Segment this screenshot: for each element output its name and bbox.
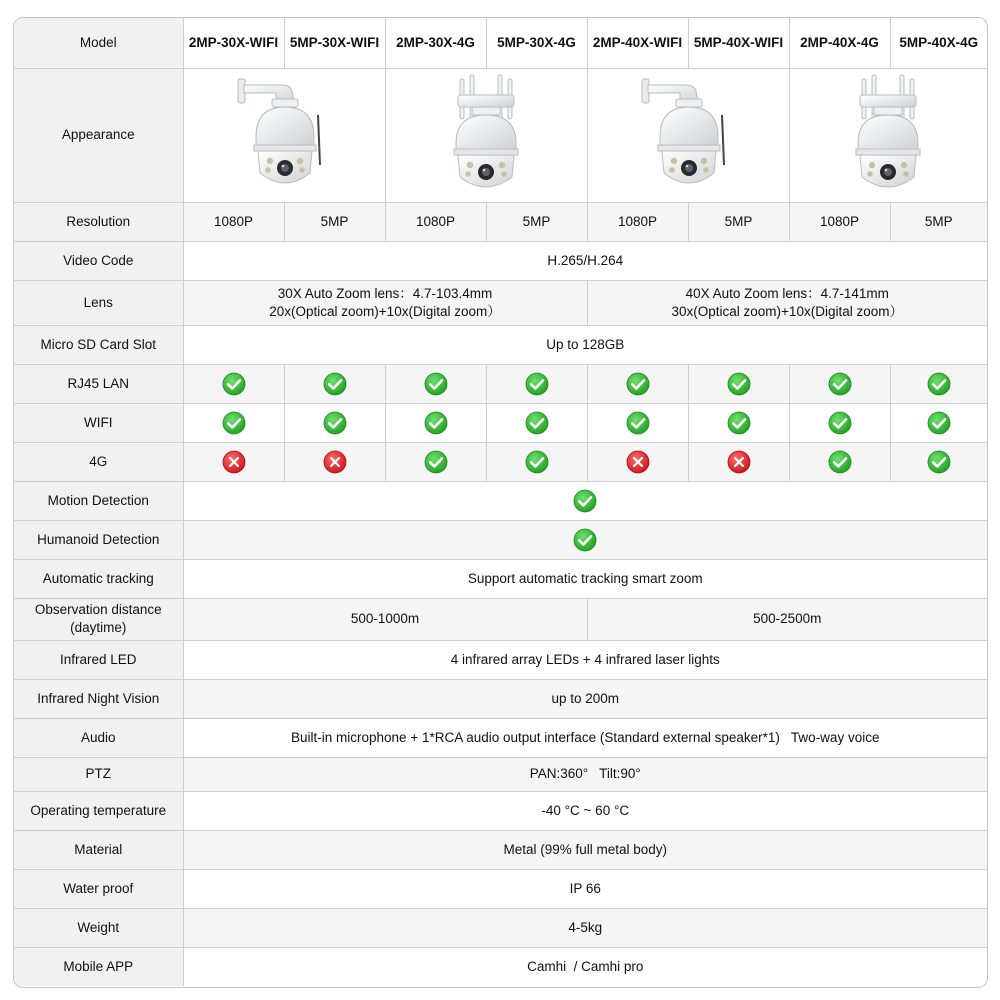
feature-support-cell — [385, 403, 486, 442]
row-motion-detection — [14, 481, 987, 520]
row-label-infrared-night-vision: Infrared Night Vision — [14, 679, 183, 718]
row-label-audio: Audio — [14, 718, 183, 757]
row-rj45 — [14, 364, 987, 403]
green-check-circle-icon — [727, 411, 751, 435]
row-label-rj45: RJ45 LAN — [14, 364, 183, 403]
feature-support-cell — [183, 403, 284, 442]
row-humanoid-detection — [14, 520, 987, 559]
green-check-circle-icon — [424, 372, 448, 396]
material-value: Metal (99% full metal body) — [183, 830, 987, 869]
automatic-tracking-value: Support automatic tracking smart zoom — [183, 559, 987, 598]
green-check-circle-icon — [927, 372, 951, 396]
weight-value: 4-5kg — [183, 908, 987, 947]
resolution-value: 1080P — [183, 202, 284, 241]
green-check-circle-icon — [323, 411, 347, 435]
row-resolution — [14, 202, 987, 241]
ptz-camera-wall-mount-image — [628, 73, 748, 198]
feature-support-cell — [587, 403, 688, 442]
row-lens — [14, 280, 987, 325]
feature-support-cell — [688, 403, 789, 442]
row-mobile-app — [14, 947, 987, 986]
lens-40x-cell — [587, 280, 987, 325]
observation-label-line1: Observation distance — [34, 602, 162, 617]
green-check-circle-icon — [626, 372, 650, 396]
row-appearance — [14, 68, 987, 202]
resolution-value: 5MP — [688, 202, 789, 241]
feature-support-cell — [284, 403, 385, 442]
row-label-material: Material — [14, 830, 183, 869]
feature-support-cell — [183, 481, 987, 520]
feature-support-cell — [890, 442, 987, 481]
ptz-value: PAN:360° Tilt:90° — [183, 757, 987, 791]
red-cross-circle-icon — [323, 450, 347, 474]
audio-value: Built-in microphone + 1*RCA audio output interface (Standard external speaker*1) Two-way voice — [183, 718, 987, 757]
row-automatic-tracking — [14, 559, 987, 598]
green-check-circle-icon — [525, 372, 549, 396]
row-video-code — [14, 241, 987, 280]
green-check-circle-icon — [525, 450, 549, 474]
feature-support-cell — [789, 442, 890, 481]
row-label-mobile-app: Mobile APP — [14, 947, 183, 986]
row-weight — [14, 908, 987, 947]
row-label-lens: Lens — [14, 280, 183, 325]
observation-30x-value: 500-1000m — [183, 598, 587, 640]
row-infrared-night-vision — [14, 679, 987, 718]
model-name: 2MP-40X-4G — [789, 18, 890, 68]
row-label-water-proof: Water proof — [14, 869, 183, 908]
row-observation-distance — [14, 598, 987, 640]
row-4g — [14, 442, 987, 481]
row-label-infrared-led: Infrared LED — [14, 640, 183, 679]
lens-40x-line2: 30x(Optical zoom)+10x(Digital zoom） — [671, 303, 903, 319]
green-check-circle-icon — [222, 411, 246, 435]
resolution-value: 1080P — [587, 202, 688, 241]
model-name: 5MP-30X-WIFI — [284, 18, 385, 68]
row-label-weight: Weight — [14, 908, 183, 947]
spec-comparison-table — [14, 18, 987, 986]
model-name: 5MP-30X-4G — [486, 18, 587, 68]
infrared-night-vision-value: up to 200m — [183, 679, 987, 718]
green-check-circle-icon — [424, 450, 448, 474]
row-label-ptz: PTZ — [14, 757, 183, 791]
lens-30x-cell — [183, 280, 587, 325]
resolution-value: 5MP — [486, 202, 587, 241]
feature-support-cell — [587, 364, 688, 403]
feature-support-cell — [183, 442, 284, 481]
resolution-value: 5MP — [890, 202, 987, 241]
red-cross-circle-icon — [222, 450, 246, 474]
green-check-circle-icon — [573, 528, 597, 552]
row-label-humanoid-detection: Humanoid Detection — [14, 520, 183, 559]
red-cross-circle-icon — [727, 450, 751, 474]
row-label-motion-detection: Motion Detection — [14, 481, 183, 520]
observation-40x-value: 500-2500m — [587, 598, 987, 640]
green-check-circle-icon — [828, 450, 852, 474]
ptz-camera-wall-mount-image — [224, 73, 344, 198]
green-check-circle-icon — [828, 372, 852, 396]
ptz-camera-4g-antenna-image — [828, 73, 948, 198]
feature-support-cell — [789, 403, 890, 442]
ptz-camera-4g-antenna-image — [426, 73, 546, 198]
feature-support-cell — [183, 520, 987, 559]
feature-support-cell — [789, 364, 890, 403]
row-water-proof — [14, 869, 987, 908]
red-cross-circle-icon — [626, 450, 650, 474]
row-label-model: Model — [14, 18, 183, 68]
green-check-circle-icon — [626, 411, 650, 435]
feature-support-cell — [385, 364, 486, 403]
row-operating-temperature — [14, 791, 987, 830]
water-proof-value: IP 66 — [183, 869, 987, 908]
row-label-observation-distance — [14, 598, 183, 640]
green-check-circle-icon — [222, 372, 246, 396]
resolution-value: 1080P — [385, 202, 486, 241]
observation-label-line2: (daytime) — [70, 620, 127, 635]
feature-support-cell — [284, 364, 385, 403]
green-check-circle-icon — [323, 372, 347, 396]
resolution-value: 1080P — [789, 202, 890, 241]
appearance-cell — [183, 68, 385, 202]
video-code-value: H.265/H.264 — [183, 241, 987, 280]
appearance-cell — [385, 68, 587, 202]
row-material — [14, 830, 987, 869]
row-infrared-led — [14, 640, 987, 679]
feature-support-cell — [587, 442, 688, 481]
model-name: 2MP-40X-WIFI — [587, 18, 688, 68]
feature-support-cell — [284, 442, 385, 481]
green-check-circle-icon — [727, 372, 751, 396]
row-wifi — [14, 403, 987, 442]
lens-40x-line1: 40X Auto Zoom lens：4.7-141mm — [685, 285, 889, 301]
operating-temperature-value: -40 °C ~ 60 °C — [183, 791, 987, 830]
feature-support-cell — [385, 442, 486, 481]
row-label-sd-card: Micro SD Card Slot — [14, 325, 183, 364]
green-check-circle-icon — [525, 411, 549, 435]
row-sd-card — [14, 325, 987, 364]
row-label-automatic-tracking: Automatic tracking — [14, 559, 183, 598]
feature-support-cell — [486, 364, 587, 403]
resolution-value: 5MP — [284, 202, 385, 241]
feature-support-cell — [688, 364, 789, 403]
green-check-circle-icon — [927, 411, 951, 435]
feature-support-cell — [486, 442, 587, 481]
feature-support-cell — [890, 364, 987, 403]
lens-30x-line2: 20x(Optical zoom)+10x(Digital zoom） — [269, 303, 501, 319]
model-name: 2MP-30X-WIFI — [183, 18, 284, 68]
spec-comparison-table-frame — [13, 17, 988, 988]
model-name: 2MP-30X-4G — [385, 18, 486, 68]
row-label-operating-temperature: Operating temperature — [14, 791, 183, 830]
feature-support-cell — [486, 403, 587, 442]
row-label-appearance: Appearance — [14, 68, 183, 202]
green-check-circle-icon — [573, 489, 597, 513]
row-ptz — [14, 757, 987, 791]
row-label-video-code: Video Code — [14, 241, 183, 280]
appearance-cell — [789, 68, 987, 202]
mobile-app-value: Camhi / Camhi pro — [183, 947, 987, 986]
feature-support-cell — [183, 364, 284, 403]
appearance-cell — [587, 68, 789, 202]
row-model — [14, 18, 987, 68]
infrared-led-value: 4 infrared array LEDs + 4 infrared laser lights — [183, 640, 987, 679]
lens-30x-line1: 30X Auto Zoom lens：4.7-103.4mm — [277, 285, 493, 301]
row-label-resolution: Resolution — [14, 202, 183, 241]
row-audio — [14, 718, 987, 757]
green-check-circle-icon — [828, 411, 852, 435]
row-label-wifi: WIFI — [14, 403, 183, 442]
green-check-circle-icon — [424, 411, 448, 435]
green-check-circle-icon — [927, 450, 951, 474]
row-label-4g: 4G — [14, 442, 183, 481]
model-name: 5MP-40X-WIFI — [688, 18, 789, 68]
feature-support-cell — [890, 403, 987, 442]
model-name: 5MP-40X-4G — [890, 18, 987, 68]
sd-card-value: Up to 128GB — [183, 325, 987, 364]
feature-support-cell — [688, 442, 789, 481]
